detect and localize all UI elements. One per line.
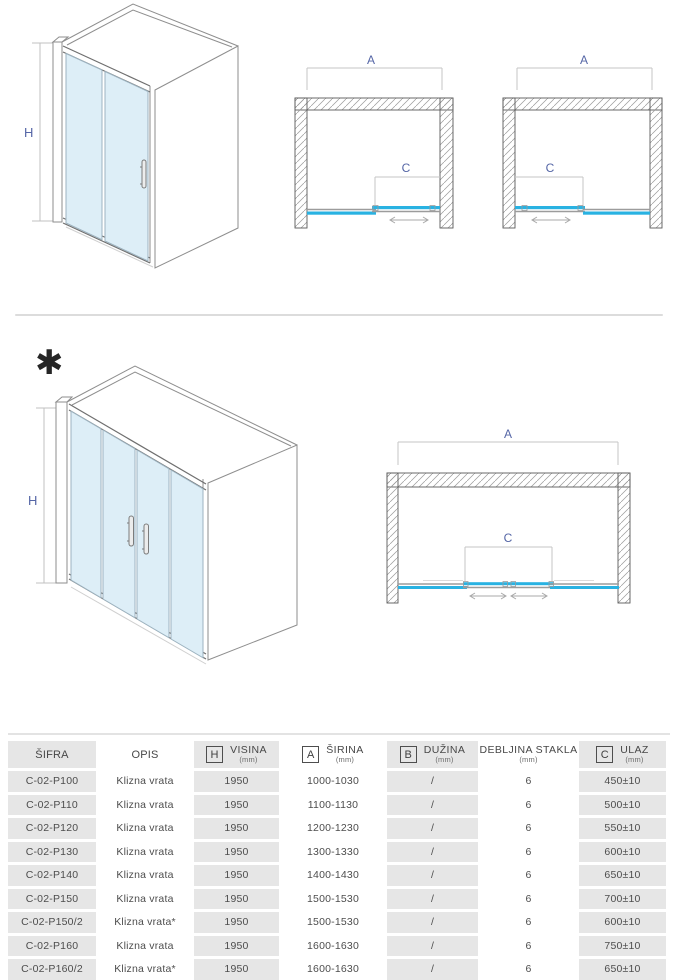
cell-duzina: /	[387, 818, 478, 839]
dimension-c	[375, 177, 440, 205]
cell-sifra: C-02-P150	[8, 889, 96, 910]
cell-opis: Klizna vrata	[99, 842, 191, 863]
dimension-h	[32, 43, 56, 221]
col-letter-c-box: C	[596, 746, 613, 763]
col-letter-b-box: B	[400, 746, 417, 763]
cell-opis: Klizna vrata	[99, 818, 191, 839]
variant-marker: ✱	[35, 343, 64, 383]
cell-duzina: /	[387, 912, 478, 933]
dimension-c	[465, 547, 552, 581]
table-top-rule	[8, 733, 670, 735]
dim-label-h: H	[24, 125, 34, 140]
dimension-a	[517, 68, 652, 90]
col-header-label: ULAZ	[620, 744, 649, 757]
cell-duzina: /	[387, 771, 478, 792]
cell-duzina: /	[387, 959, 478, 980]
cell-visina: 1950	[194, 959, 279, 980]
dimension-a	[398, 442, 618, 465]
dim-label-a: A	[366, 53, 376, 67]
cell-sirina: 1100-1130	[282, 795, 384, 816]
cell-opis: Klizna vrata	[99, 889, 191, 910]
cell-opis: Klizna vrata*	[99, 912, 191, 933]
cell-debljina: 6	[481, 771, 576, 792]
cell-sirina: 1200-1230	[282, 818, 384, 839]
col-header-unit: (mm)	[335, 755, 355, 765]
section-divider	[15, 314, 663, 316]
cell-sifra: C-02-P150/2	[8, 912, 96, 933]
col-header-label: DUŽINA	[423, 744, 466, 757]
top-view-single-right	[498, 50, 666, 235]
cell-opis: Klizna vrata	[99, 936, 191, 957]
cell-duzina: /	[387, 842, 478, 863]
top-view-single-left	[290, 50, 458, 235]
cell-ulaz: 650±10	[579, 959, 666, 980]
cell-sifra: C-02-P130	[8, 842, 96, 863]
dimension-a	[307, 68, 442, 90]
cell-duzina: /	[387, 865, 478, 886]
cell-sifra: C-02-P160	[8, 936, 96, 957]
slide-direction-arrow	[532, 217, 570, 223]
dim-label-h: H	[28, 493, 38, 508]
cell-opis: Klizna vrata*	[99, 959, 191, 980]
cell-debljina: 6	[481, 889, 576, 910]
cell-visina: 1950	[194, 795, 279, 816]
col-header-sirina	[282, 741, 384, 768]
cell-opis: Klizna vrata	[99, 771, 191, 792]
cell-debljina: 6	[481, 842, 576, 863]
dimension-c	[515, 177, 583, 205]
glass-plan-lines	[398, 581, 619, 590]
dim-label-a: A	[579, 53, 589, 67]
cell-sirina: 1600-1630	[282, 936, 384, 957]
cell-sirina: 1300-1330	[282, 842, 384, 863]
cell-ulaz: 750±10	[579, 936, 666, 957]
cell-debljina: 6	[481, 936, 576, 957]
cell-ulaz: 500±10	[579, 795, 666, 816]
cell-visina: 1950	[194, 818, 279, 839]
cell-sifra: C-02-P160/2	[8, 959, 96, 980]
cell-visina: 1950	[194, 865, 279, 886]
glass-plan-lines	[515, 206, 650, 215]
col-header-duzina	[387, 741, 478, 768]
iso-view-four-panel-door	[25, 355, 315, 685]
cell-sirina: 1600-1630	[282, 959, 384, 980]
col-header-label: OPIS	[131, 748, 159, 761]
col-header-opis	[99, 741, 191, 768]
col-header-ulaz	[579, 741, 666, 768]
cell-sifra: C-02-P110	[8, 795, 96, 816]
col-header-label: DEBLJINA STAKLA	[479, 744, 578, 757]
iso-view-two-panel-door	[10, 0, 260, 300]
cell-visina: 1950	[194, 936, 279, 957]
col-header-unit: (mm)	[435, 755, 454, 765]
col-header-label: ŠIRINA	[326, 744, 364, 757]
spec-table	[8, 741, 666, 980]
col-header-unit: (mm)	[519, 755, 538, 765]
dim-label-c: C	[503, 531, 513, 545]
col-header-unit: (mm)	[625, 755, 644, 765]
top-view-double-door	[383, 425, 635, 610]
dim-label-a: A	[503, 427, 513, 441]
col-header-sifra	[8, 741, 96, 768]
cell-ulaz: 700±10	[579, 889, 666, 910]
col-header-debljina	[481, 741, 576, 768]
dim-label-c: C	[401, 161, 411, 175]
cell-sifra: C-02-P120	[8, 818, 96, 839]
cell-ulaz: 600±10	[579, 842, 666, 863]
cell-visina: 1950	[194, 842, 279, 863]
col-letter-h-box: H	[206, 746, 223, 763]
cell-duzina: /	[387, 889, 478, 910]
glass-panels	[71, 411, 203, 658]
cell-ulaz: 600±10	[579, 912, 666, 933]
cell-debljina: 6	[481, 795, 576, 816]
cell-ulaz: 550±10	[579, 818, 666, 839]
cell-sirina: 1500-1530	[282, 912, 384, 933]
cell-visina: 1950	[194, 912, 279, 933]
cell-sifra: C-02-P140	[8, 865, 96, 886]
cell-opis: Klizna vrata	[99, 795, 191, 816]
cell-debljina: 6	[481, 912, 576, 933]
col-header-label: VISINA	[230, 744, 267, 757]
slide-direction-arrows	[470, 593, 547, 599]
cell-duzina: /	[387, 936, 478, 957]
cell-ulaz: 450±10	[579, 771, 666, 792]
col-header-label: ŠIFRA	[35, 748, 69, 761]
cell-sirina: 1000-1030	[282, 771, 384, 792]
col-letter-a-box: A	[302, 746, 319, 763]
slide-direction-arrow	[390, 217, 428, 223]
cell-debljina: 6	[481, 865, 576, 886]
dim-label-c: C	[545, 161, 555, 175]
cell-debljina: 6	[481, 959, 576, 980]
col-header-unit: (mm)	[239, 755, 258, 765]
cell-sirina: 1400-1430	[282, 865, 384, 886]
cell-opis: Klizna vrata	[99, 865, 191, 886]
cell-visina: 1950	[194, 771, 279, 792]
cell-visina: 1950	[194, 889, 279, 910]
cell-duzina: /	[387, 795, 478, 816]
glass-plan-lines	[307, 206, 440, 215]
cell-sifra: C-02-P100	[8, 771, 96, 792]
col-header-visina	[194, 741, 279, 768]
cell-debljina: 6	[481, 818, 576, 839]
cell-sirina: 1500-1530	[282, 889, 384, 910]
cell-ulaz: 650±10	[579, 865, 666, 886]
